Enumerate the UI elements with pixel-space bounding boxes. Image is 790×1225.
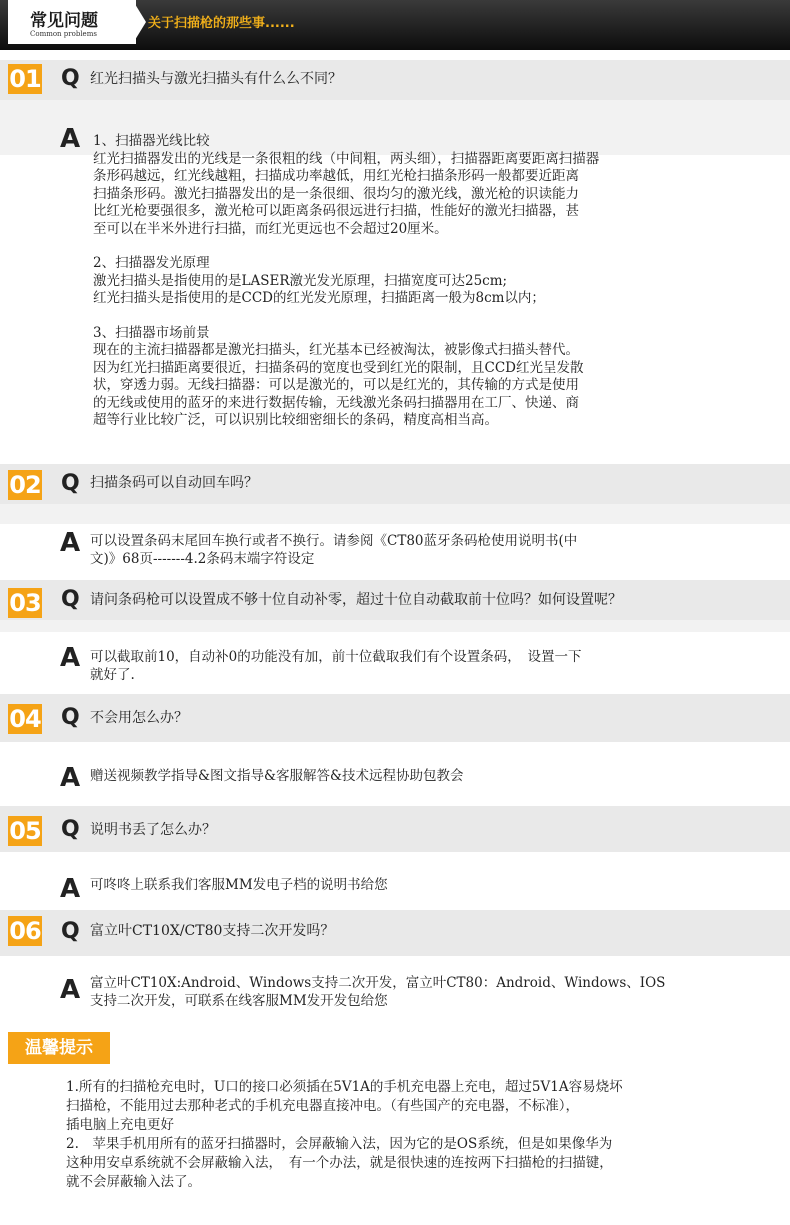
faq-question-01: 红光扫描头与激光扫描头有什么么不同？ <box>90 71 342 87</box>
question-mark-icon: Q <box>61 705 80 730</box>
question-mark-icon: Q <box>61 587 80 612</box>
answer-line: 因为红光扫描距离要很近，扫描条码的宽度也受到红光的限制，且CCD红光呈发散 <box>93 359 584 376</box>
answer-line: 支持二次开发，可联系在线客服MM发开发包给您 <box>90 992 388 1009</box>
answer-line: 超等行业比较广泛，可以识别比较细密细长的条码，精度高相当高。 <box>93 412 498 428</box>
faq-number-01: 01 <box>9 65 41 93</box>
answer-mark-icon: A <box>60 763 81 793</box>
answer-line: 红光扫描头是指使用的是CCD的红光发光原理，扫描距离一般为8cm以内； <box>93 290 545 306</box>
tips-title: 温馨提示 <box>8 1032 110 1064</box>
header-arrow-icon <box>116 0 146 44</box>
faq-answer-02 <box>90 533 577 568</box>
answer-line: 1、扫描器光线比较 <box>93 133 210 149</box>
answer-line: 就好了. <box>90 666 135 683</box>
answer-mark-icon: A <box>60 874 81 904</box>
header-title: 常见问题 <box>30 11 98 31</box>
faq-question-02: 扫描条码可以自动回车吗？ <box>90 475 258 491</box>
faq-question-04: 不会用怎么办？ <box>90 710 188 726</box>
tip-line: 2. 苹果手机用所有的蓝牙扫描器时，会屏蔽输入法，因为它的是OS系统，但是如果像华为 <box>66 1136 613 1152</box>
answer-line: 至可以在半米外进行扫描，而红光更远也不会超过20厘米。 <box>93 220 448 237</box>
tip-line: 插电脑上充电更好 <box>66 1117 174 1133</box>
answer-line: 条形码越远，红光线越粗，扫描成功率越低，用红光枪扫描条形码一般都要近距离 <box>93 168 579 184</box>
faq-number-02: 02 <box>9 471 41 499</box>
faq-question-05: 说明书丢了怎么办？ <box>90 822 216 838</box>
header-subtitle: Common problems <box>30 30 97 38</box>
answer-line: 2、扫描器发光原理 <box>93 255 210 271</box>
faq-answer-band-02 <box>0 504 790 524</box>
faq-number-05: 05 <box>9 817 41 845</box>
faq-number-03: 03 <box>9 589 41 617</box>
answer-line: 可以设置条码末尾回车换行或者不换行。请参阅《CT80蓝牙条码枪使用说明书(中 <box>90 533 578 549</box>
tips-body <box>66 1078 623 1192</box>
answer-mark-icon: A <box>60 975 81 1005</box>
answer-gap <box>93 308 599 325</box>
faq-number-06: 06 <box>9 917 41 945</box>
question-mark-icon: Q <box>61 471 80 496</box>
question-mark-icon: Q <box>61 66 80 91</box>
answer-line: 可咚咚上联系我们客服MM发电子档的说明书给您 <box>90 877 388 893</box>
answer-line: 扫描条形码。激光扫描器发出的是一条很细、很均匀的激光线，激光枪的识读能力 <box>93 185 579 202</box>
question-mark-icon: Q <box>61 919 80 944</box>
faq-number-04: 04 <box>9 705 41 733</box>
faq-answer-06 <box>90 975 665 1010</box>
answer-line: 富立叶CT10X:Android、Windows支持二次开发，富立叶CT80：Android、Windows、IOS <box>90 975 666 991</box>
faq-question-06: 富立叶CT10X/CT80支持二次开发吗？ <box>90 923 335 939</box>
answer-line: 状，穿透力弱。无线扫描器：可以是激光的，可以是红光的，其传输的方式是使用 <box>93 377 579 393</box>
answer-mark-icon: A <box>60 528 81 558</box>
answer-line: 3、扫描器市场前景 <box>93 324 210 341</box>
header-topic: 关于扫描枪的那些事...... <box>148 16 295 31</box>
tip-line: 这种用安卓系统就不会屏蔽输入法， 有一个办法，就是很快速的连按两下扫描枪的扫描键， <box>66 1155 613 1171</box>
answer-mark-icon: A <box>60 643 81 673</box>
question-mark-icon: Q <box>61 817 80 842</box>
answer-line: 比红光枪要强很多，激光枪可以距离条码很远进行扫描，性能好的激光扫描器，甚 <box>93 203 579 219</box>
faq-answer-03 <box>90 649 582 684</box>
faq-question-03: 请问条码枪可以设置成不够十位自动补零，超过十位自动截取前十位吗？如何设置呢？ <box>90 592 622 608</box>
answer-line: 文)》68页-------4.2条码末端字符设定 <box>90 550 315 567</box>
answer-mark-icon: A <box>60 124 81 154</box>
answer-line: 赠送视频教学指导&图文指导&客服解答&技术远程协助包教会 <box>90 768 464 784</box>
answer-gap <box>93 238 599 255</box>
answer-line: 激光扫描头是指使用的是LASER激光发光原理，扫描宽度可达25cm; <box>93 272 508 289</box>
tip-line: 1.所有的扫描枪充电时，U口的接口必须插在5V1A的手机充电器上充电，超过5V1A容易烧坏 <box>66 1079 623 1095</box>
tip-line: 就不会屏蔽输入法了。 <box>66 1174 201 1190</box>
faq-answer-band-03 <box>0 620 790 632</box>
answer-line: 红光扫描器发出的光线是一条很粗的线（中间粗，两头细），扫描器距离要距离扫描器 <box>93 150 600 167</box>
answer-line: 可以截取前10，自动补0的功能没有加，前十位截取我们有个设置条码， 设置一下 <box>90 649 582 665</box>
faq-answer-01 <box>93 133 599 430</box>
faq-answer-05 <box>90 877 388 895</box>
tip-line: 扫描枪，不能用过去那种老式的手机充电器直接冲电。（有些国产的充电器，不标准）， <box>66 1098 579 1114</box>
faq-answer-04 <box>90 768 464 786</box>
page-header <box>0 0 790 50</box>
answer-line: 的无线或使用的蓝牙的来进行数据传输，无线激光条码扫描器用在工厂、快递、商 <box>93 394 579 411</box>
answer-line: 现在的主流扫描器都是激光扫描头，红光基本已经被淘汰，被影像式扫描头替代。 <box>93 342 579 358</box>
